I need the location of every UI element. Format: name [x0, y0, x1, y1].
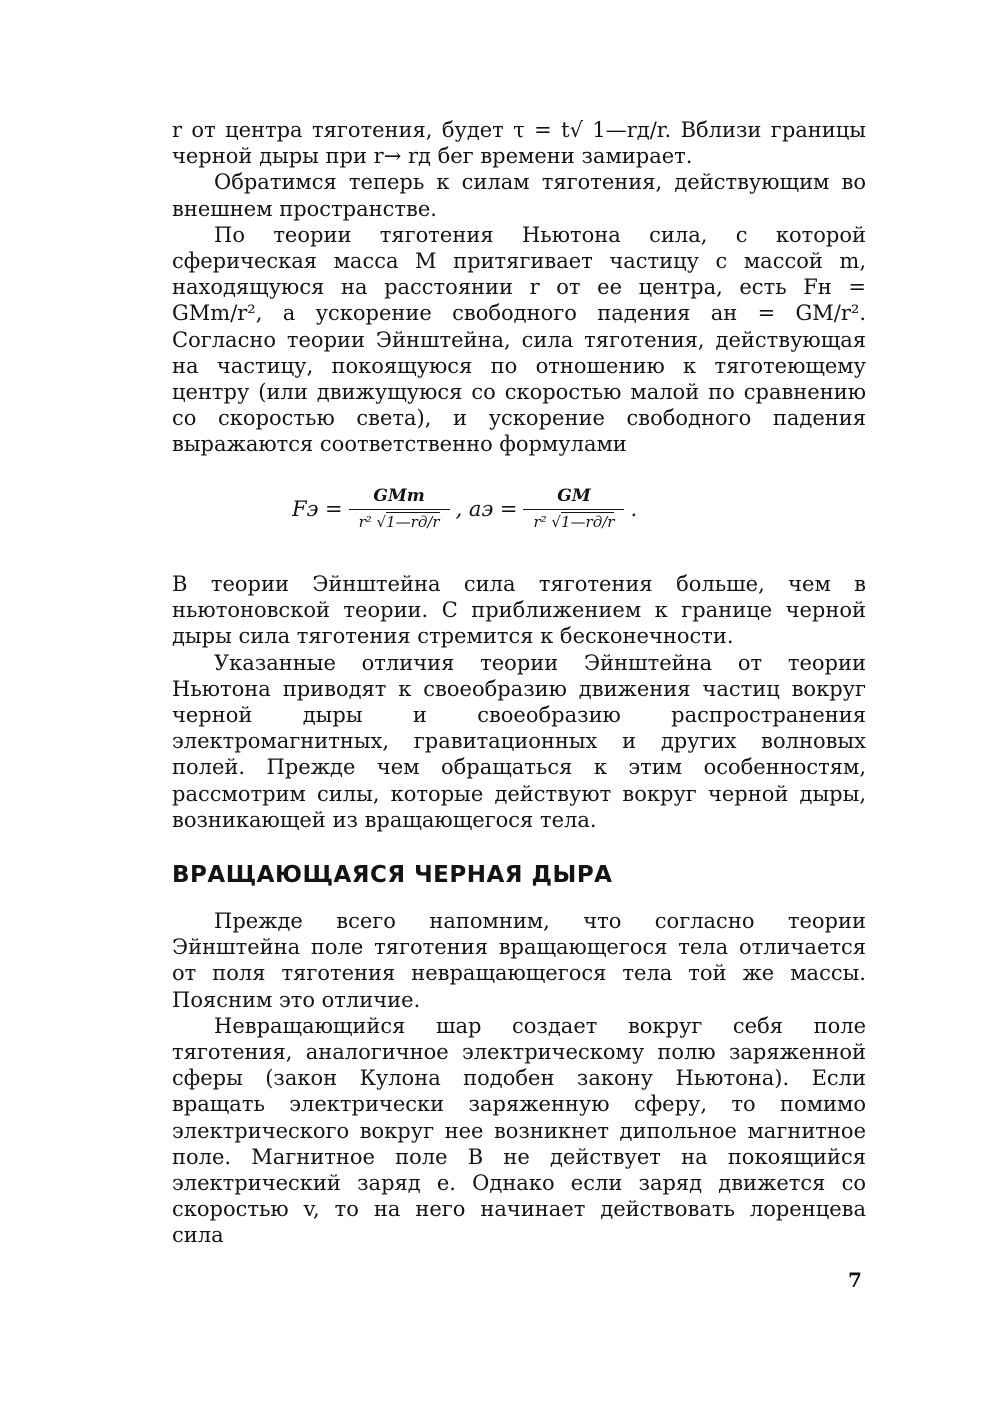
fraction-acceleration: [523, 486, 624, 531]
paragraph: По теории тяготения Ньютона сила, с которой сферическая масса M притягивает частицу с массой m, находящуюся на расстоянии r от ее центра, есть Fн = GMm/r², а ускорение свободного падения aн = GM/r². Согласно теории Эйнштейна, сила тяготения, действующая на частицу, покоящуюся по отношению к тяготеющему центру (или движущуюся со скоростью малой по сравнению со скоростью света), и ускорение свободного падения выражаются соответственно формулами: [172, 222, 866, 457]
formula: [292, 486, 637, 531]
radicand: 1—rд/r: [386, 513, 440, 531]
paragraph: r от центра тяготения, будет τ = t√ 1—rд/r. Вблизи границы черной дыры при r→ rд бег времени замирает.: [172, 118, 866, 169]
text-block-middle: [172, 571, 866, 833]
page-number: 7: [848, 1268, 862, 1292]
formula-end: .: [630, 496, 638, 521]
radicand: 1—rд/r: [561, 513, 615, 531]
fraction-denominator: [349, 509, 450, 531]
paragraph: Указанные отличия теории Эйнштейна от теории Ньютона приводят к своеобразию движения частиц вокруг черной дыры и своеобразию распространения электромагнитных, гравитационных и других волновых полей. Прежде чем обращаться к этим особенностям, рассмотрим силы, которые действуют вокруг черной дыры, возникающей из вращающегося тела.: [172, 650, 866, 832]
paragraph: Прежде всего напомним, что согласно теории Эйнштейна поле тяготения вращающегося тела отличается от поля тяготения невращающегося тела той же массы. Поясним это отличие.: [172, 909, 866, 1012]
fraction-force: [349, 486, 450, 531]
text-block-top: [172, 117, 866, 458]
paragraph: В теории Эйнштейна сила тяготения больше, чем в ньютоновской теории. С приближением к границе черной дыры сила тяготения стремится к бесконечности.: [172, 572, 866, 649]
text-block-bottom: [172, 908, 866, 1249]
formula-separator: , aэ =: [455, 496, 518, 521]
denominator-prefix: r² √: [533, 513, 561, 531]
paragraph: Обратимся теперь к силам тяготения, действующим во внешнем пространстве.: [172, 170, 866, 221]
fraction-numerator: GMm: [373, 486, 425, 506]
denominator-prefix: r² √: [358, 513, 387, 531]
fraction-numerator: GM: [557, 486, 591, 506]
section-heading: ВРАЩАЮЩАЯСЯ ЧЕРНАЯ ДЫРА: [172, 862, 613, 888]
fraction-denominator: [523, 509, 624, 531]
formula-lhs: Fэ =: [292, 496, 343, 521]
paragraph: Невращающийся шар создает вокруг себя поле тяготения, аналогичное электрическому полю заряженной сферы (закон Кулона подобен закону Ньютона). Если вращать электрически заряженную сферу, то помимо электрического вокруг нее возникнет дипольное магнитное поле. Магнитное поле B не действует на покоящийся электрический заряд e. Однако если заряд движется со скоростью v, то на него начинает действовать лоренцева сила: [172, 1013, 866, 1248]
